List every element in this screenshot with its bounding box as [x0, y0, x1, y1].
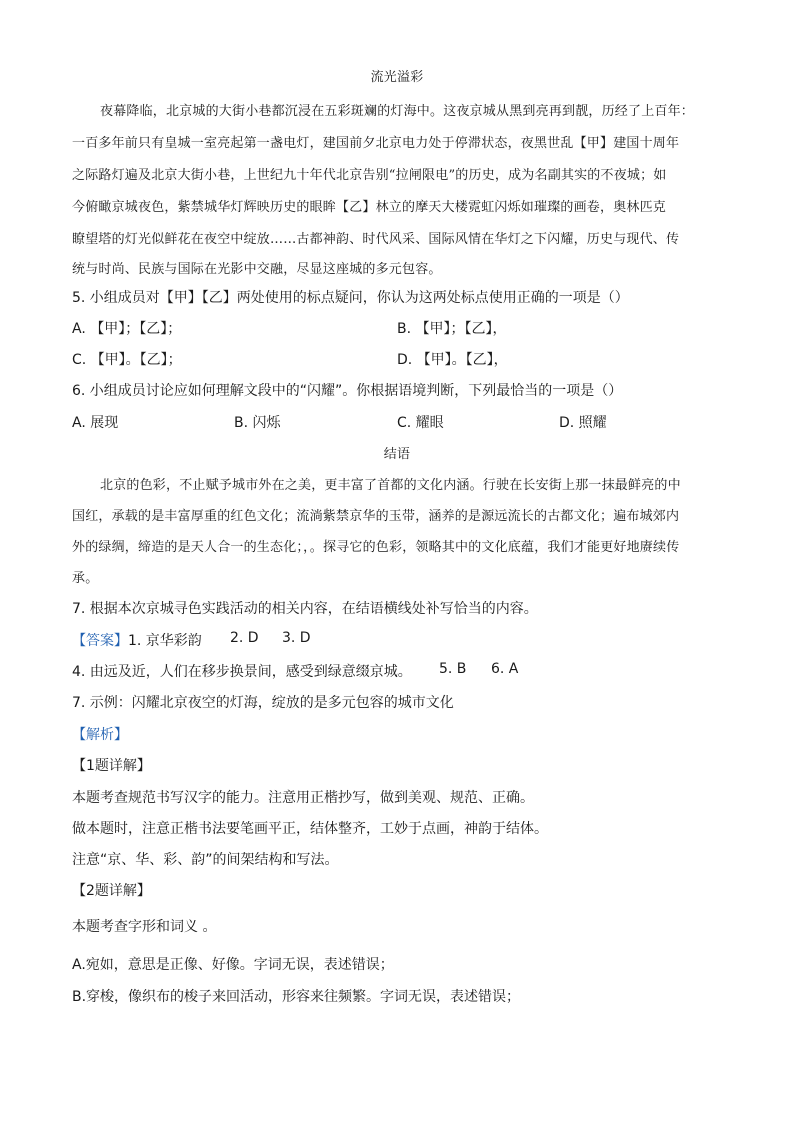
- analysis-sec1-line-3: 注意“京、华、彩、韵”的间架结构和写法。: [72, 852, 339, 868]
- passage1-title: 流光溢彩: [370, 70, 424, 85]
- passage1-line-5: 瞭望塔的灯光似鲜花在夜空中绽放……古都神韵、时代风采、国际风情在华灯之下闪耀，历史与现代、传: [72, 232, 680, 247]
- analysis-sec1-line-2: 做本题时，注意正楷书法要笔画平正，结体整齐，工妙于点画，神韵于结体。: [72, 821, 548, 837]
- answer-item-4: 4. 由远及近，人们在移步换景间，感受到绿意缀京城。: [72, 664, 412, 680]
- analysis-sec1-title: 【1题详解】: [72, 758, 151, 774]
- analysis-sec1-line-1: 本题考查规范书写汉字的能力。注意用正楷抄写，做到美观、规范、正确。: [72, 790, 534, 806]
- passage2-line-4: 承。: [72, 571, 99, 586]
- analysis-sec2-title: 【2题详解】: [72, 883, 151, 899]
- passage1-line-2: 一百多年前只有皇城一室亮起第一盏电灯，建国前夕北京电力处于停滞状态，夜黑世乱【甲】建国十周年: [72, 136, 680, 151]
- passage2-line-2: 国红，承载的是丰富厚重的红色文化；流淌紫禁京华的玉带，涵养的是源远流长的古都文化；遍布城郊内: [72, 509, 680, 524]
- passage2-line-3: 外的绿绸，缔造的是天人合一的生态化；，。探寻它的色彩，领略其中的文化底蕴，我们才能更好地赓续传: [72, 540, 680, 555]
- q5-option-d: D. 【甲】。【乙】，: [397, 352, 508, 368]
- analysis-sec2-line-2: A.宛如，意思是正像、好像。字词无误，表述错误；: [72, 957, 394, 973]
- q5-stem: 5. 小组成员对【甲】【乙】两处使用的标点疑问，你认为这两处标点使用正确的一项是（）: [72, 290, 629, 306]
- answer-item-5: 5. B: [439, 661, 467, 677]
- answer-label: 【答案】: [72, 633, 128, 649]
- answer-item-3: 3. D: [282, 630, 311, 646]
- analysis-sec2-line-1: 本题考查字形和词义 。: [72, 919, 217, 935]
- answer-item-7: 7. 示例：闪耀北京夜空的灯海，绽放的是多元包容的城市文化: [72, 695, 454, 711]
- passage2-line-1: 北京的色彩，不止赋予城市外在之美，更丰富了首都的文化内涵。行驶在长安街上那一抹最鲜亮的中: [100, 478, 681, 493]
- q6-stem: 6. 小组成员讨论应如何理解文段中的“闪耀”。你根据语境判断，下列最恰当的一项是（）: [72, 383, 623, 399]
- analysis-label: 【解析】: [72, 727, 128, 743]
- answer-item-1: 1. 京华彩韵: [128, 633, 202, 649]
- q6-option-a: A. 展现: [72, 415, 119, 431]
- q5-option-a: A. 【甲】；【乙】；: [72, 321, 182, 337]
- q5-option-b: B. 【甲】；【乙】，: [397, 321, 507, 337]
- passage1-line-4: 今俯瞰京城夜色，紫禁城华灯辉映历史的眼眸【乙】林立的摩天大楼霓虹闪烁如璀璨的画卷，奥林匹克: [72, 200, 667, 215]
- passage1-line-6: 统与时尚、民族与国际在光影中交融，尽显这座城的多元包容。: [72, 262, 442, 277]
- q5-option-c: C. 【甲】。【乙】；: [72, 352, 182, 368]
- analysis-sec2-line-3: B.穿梭，像织布的梭子来回活动，形容来往频繁。字词无误，表述错误；: [72, 989, 521, 1005]
- passage2-title: 结语: [383, 447, 411, 462]
- q7-stem: 7. 根据本次京城寻色实践活动的相关内容，在结语横线处补写恰当的内容。: [72, 601, 538, 617]
- passage1-line-3: 之际路灯遍及北京大街小巷，上世纪九十年代北京告别“拉闸限电”的历史，成为名副其实的不夜城；如: [72, 168, 667, 183]
- answer-item-6: 6. A: [491, 661, 519, 677]
- q6-option-d: D. 照耀: [559, 415, 607, 431]
- answer-item-2: 2. D: [230, 630, 259, 646]
- passage1-line-1: 夜幕降临，北京城的大街小巷都沉浸在五彩斑斓的灯海中。这夜京城从黑到亮再到靓，历经了上百年：: [100, 104, 695, 119]
- q6-option-b: B. 闪烁: [234, 415, 281, 431]
- q6-option-c: C. 耀眼: [397, 415, 444, 431]
